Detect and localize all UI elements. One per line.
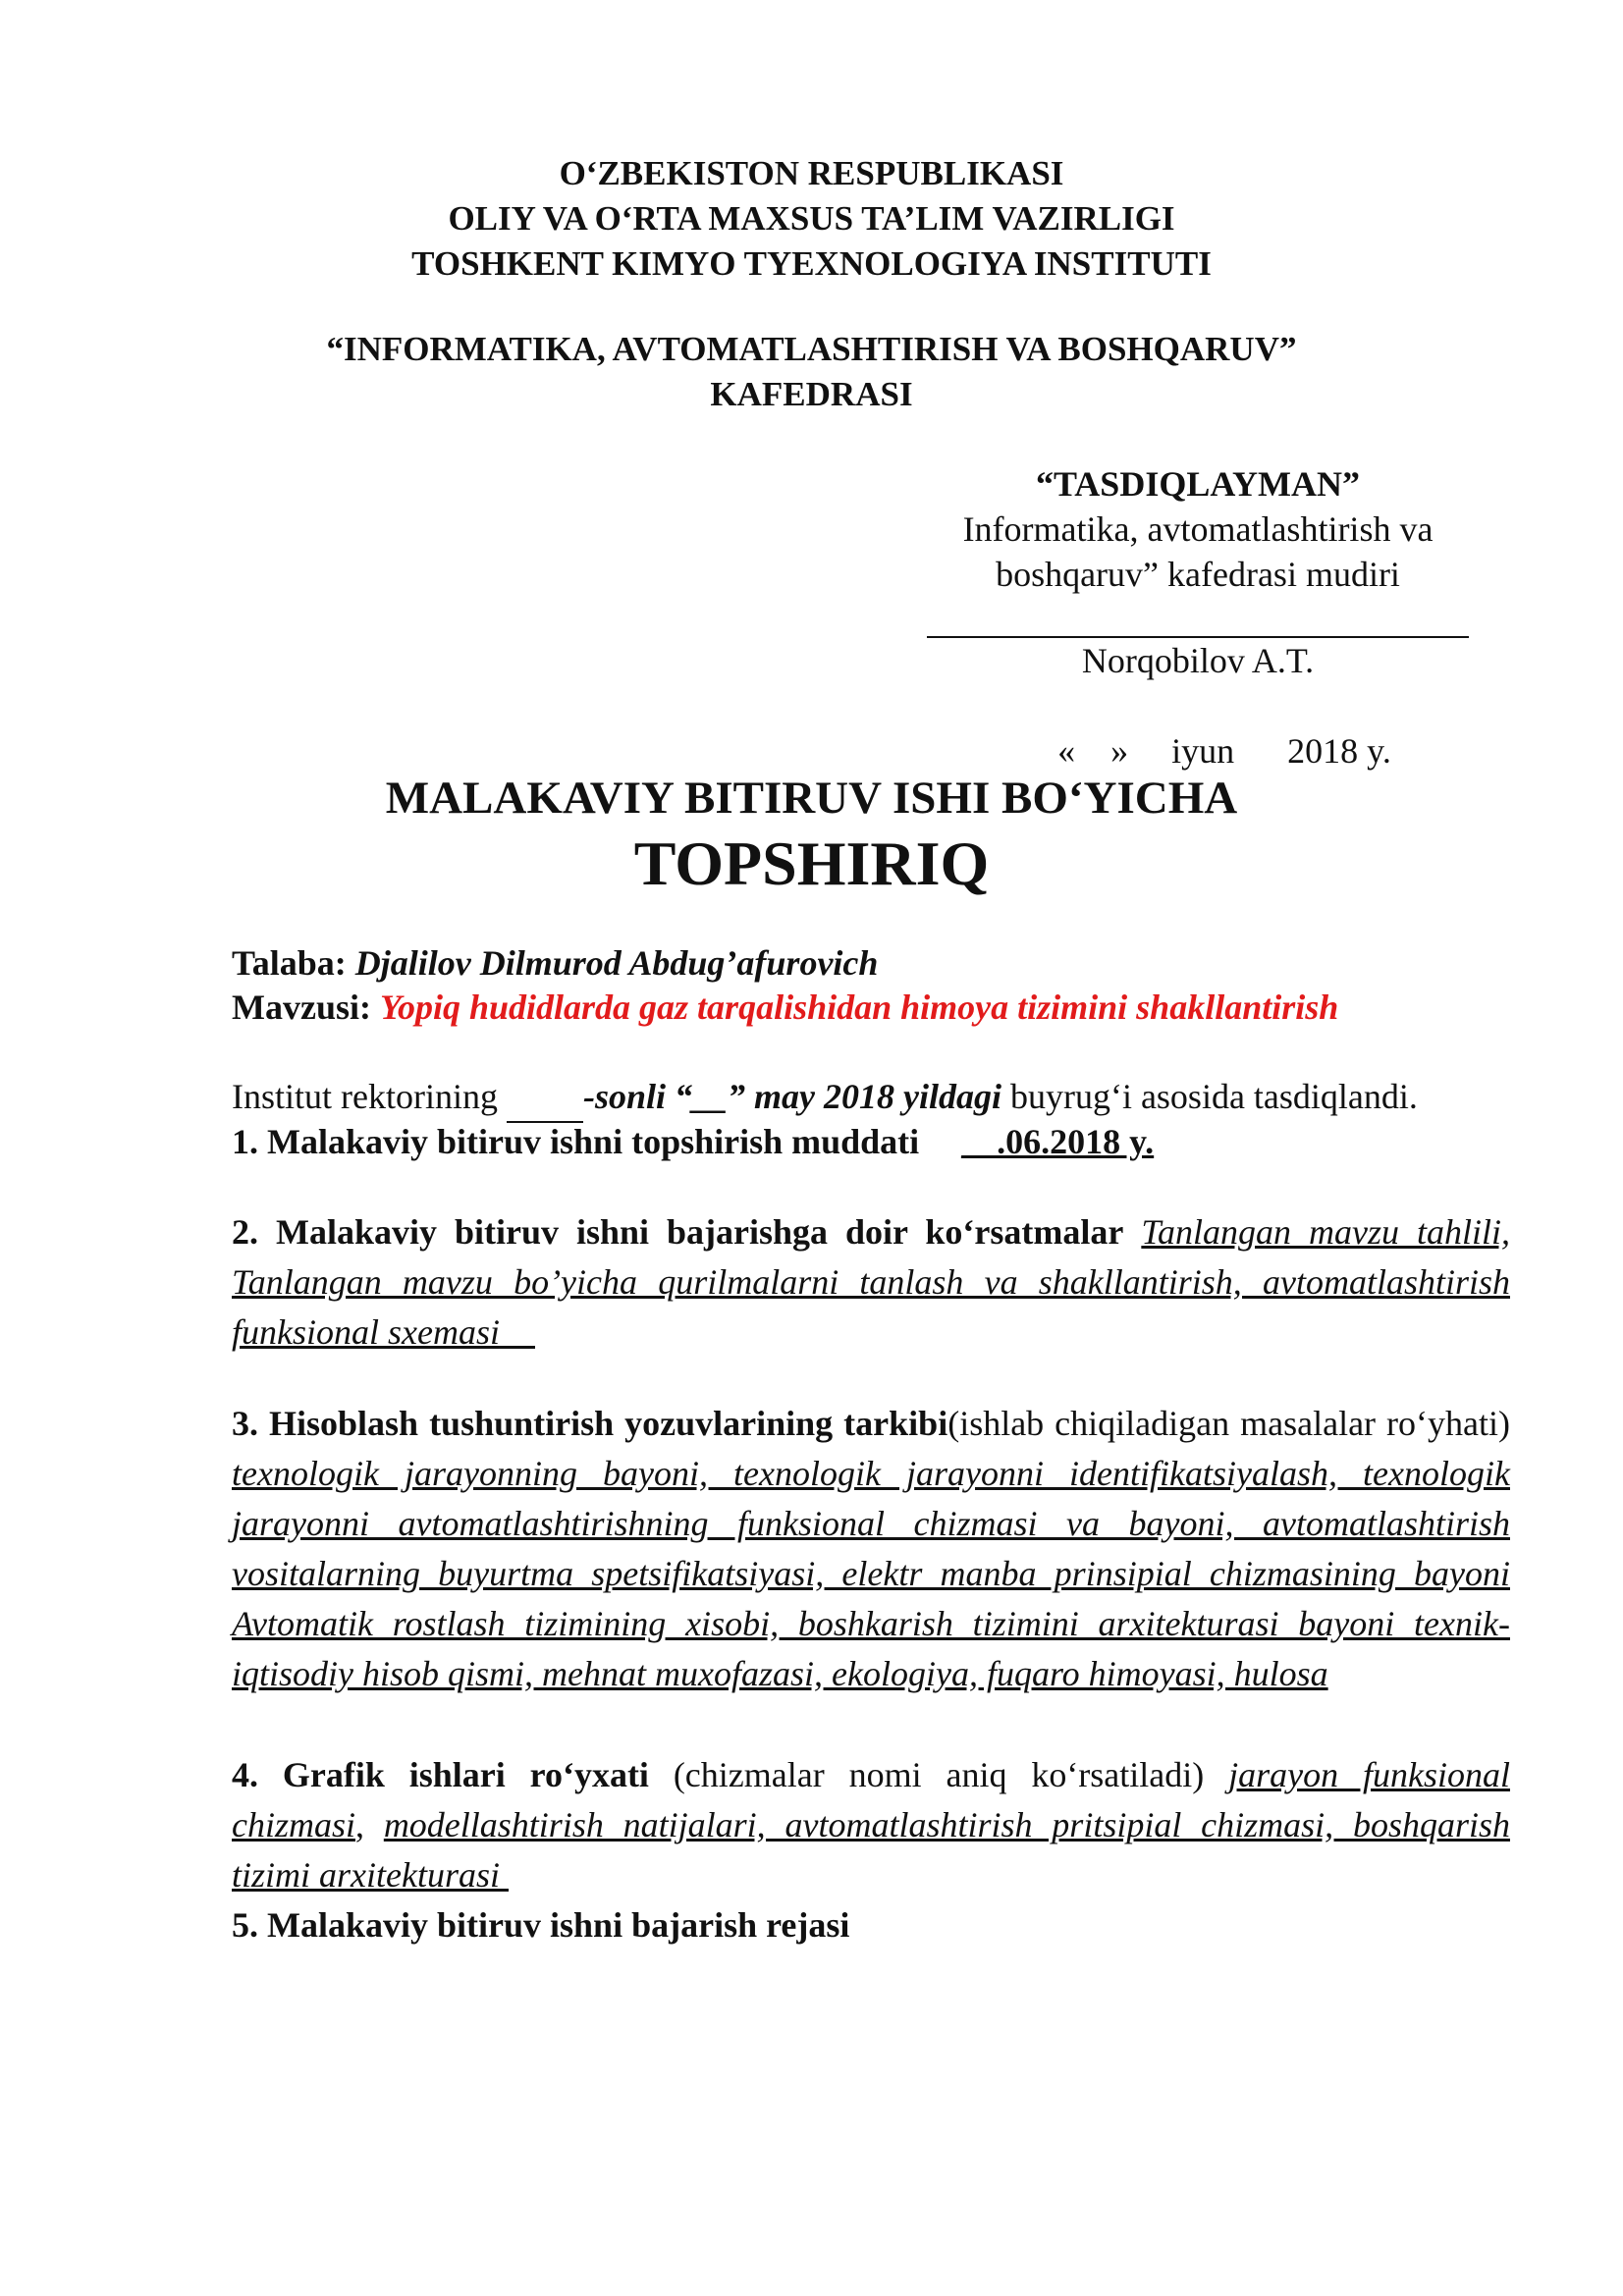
order-line bbox=[232, 1072, 1518, 1123]
title-line-1: MALAKAVIY BITIRUV ISHI BO‘YICHA bbox=[385, 773, 1238, 824]
approval-line-1: Informatika, avtomatlashtirish va bbox=[962, 509, 1434, 549]
header-line-1: O‘ZBEKISTON RESPUBLIKASI bbox=[559, 154, 1064, 192]
section-1-deadline: __.06.2018 y. bbox=[961, 1122, 1155, 1161]
student-line bbox=[232, 938, 1518, 988]
section-4-text-2: modellashtirish natijalari, avtomatlashtirish pritsipial chizmasi, boshqarish tizimi arxitekturasi bbox=[232, 1805, 1510, 1895]
document-title bbox=[0, 770, 1623, 901]
approval-title: “TASDIQLAYMAN” bbox=[1035, 464, 1361, 504]
department-header bbox=[0, 327, 1623, 417]
section-2-text: Tanlangan mavzu tahlili, Tanlangan mavzu bo’yicha qurilmalarni tanlash va shakllantirish, avtomatlashtirish funksional sxemasi bbox=[232, 1212, 1511, 1352]
section-3-note: (ishlab chiqiladigan masalalar ro‘yhati) bbox=[947, 1404, 1510, 1443]
order-suffix: buyrug‘i asosida tasdiqlandi. bbox=[1009, 1077, 1418, 1116]
section-4-label: 4. Grafik ishlari ro‘yxati bbox=[232, 1755, 649, 1794]
header-line-3: TOSHKENT KIMYO TYEXNOLOGIYA INSTITUTI bbox=[411, 244, 1212, 283]
section-4-text-1: jarayon funksional chizmasi bbox=[232, 1755, 1510, 1844]
order-italic: -sonli “__” may 2018 yildagi bbox=[582, 1077, 1001, 1116]
topic-text: Yopiq hudidlarda gaz tarqalishidan himoya tizimini shakllantirish bbox=[379, 988, 1339, 1027]
approval-signer: Norqobilov A.T. bbox=[1081, 641, 1315, 680]
section-4-separator: , bbox=[355, 1805, 364, 1844]
approval-line-2: boshqaruv” kafedrasi mudiri bbox=[996, 555, 1400, 594]
approval-block bbox=[884, 461, 1512, 819]
signature-line bbox=[927, 597, 1469, 638]
ministry-header bbox=[0, 151, 1623, 287]
title-line-2: TOPSHIRIQ bbox=[633, 828, 990, 898]
section-1 bbox=[232, 1117, 1518, 1166]
student-label: Talaba: bbox=[232, 943, 347, 983]
section-5 bbox=[232, 1900, 1518, 1949]
section-2 bbox=[232, 1207, 1510, 1358]
section-2-label: 2. Malakaviy bitiruv ishni bajarishga doir ko‘rsatmalar bbox=[232, 1212, 1124, 1252]
student-name: Djalilov Dilmurod Abdug’afurovich bbox=[354, 943, 879, 983]
order-number-blank bbox=[507, 1072, 583, 1123]
topic-line bbox=[232, 983, 1518, 1032]
date-year: 2018 y. bbox=[1287, 731, 1391, 771]
department-line-2: KAFEDRASI bbox=[710, 375, 913, 413]
section-5-label: 5. Malakaviy bitiruv ishni bajarish rejasi bbox=[232, 1905, 850, 1945]
section-3 bbox=[232, 1399, 1510, 1699]
section-4 bbox=[232, 1750, 1510, 1900]
order-prefix: Institut rektorining bbox=[232, 1077, 498, 1116]
date-month: iyun bbox=[1171, 731, 1235, 771]
section-3-label: 3. Hisoblash tushuntirish yozuvlarining tarkibi bbox=[232, 1404, 948, 1443]
department-line-1: “INFORMATIKA, AVTOMATLASHTIRISH VA BOSHQARUV” bbox=[326, 330, 1297, 368]
section-1-label: 1. Malakaviy bitiruv ishni topshirish muddati bbox=[232, 1122, 920, 1161]
header-line-2: OLIY VA O‘RTA MAXSUS TA’LIM VAZIRLIGI bbox=[448, 199, 1175, 238]
section-4-note: (chizmalar nomi aniq ko‘rsatiladi) bbox=[673, 1755, 1205, 1794]
topic-label: Mavzusi: bbox=[232, 988, 371, 1027]
date-quotes: « » bbox=[1057, 731, 1129, 771]
section-3-text: texnologik jarayonning bayoni, texnologik jarayonni identifikatsiyalash, texnologik jarayonni avtomatlashtirishning funksional chizmasi va bayoni, avtomatlashtirish vositalarning buyurtma spetsifikatsiyasi, elektr manba prinsipial chizmasining bayoni Avtomatik rostlash tizimining xisobi, boshkarish tizimini arxitekturasi bayoni texnik-iqtisodiy hisob qismi, mehnat muxofazasi, ekologiya, fuqaro himoyasi, hulosa bbox=[232, 1454, 1510, 1693]
